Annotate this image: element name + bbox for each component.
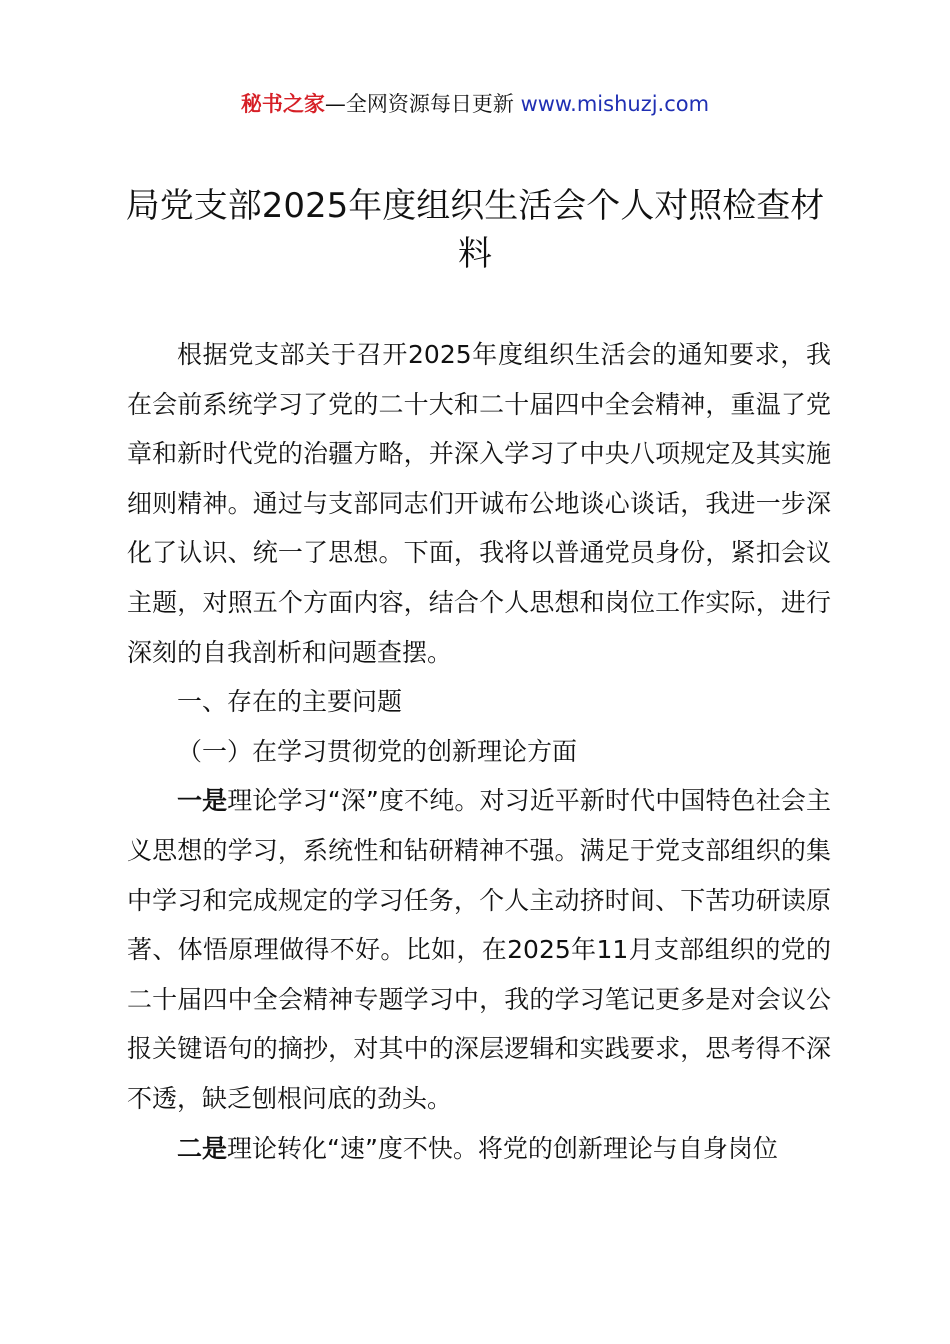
intro-text: 根据党支部关于召开2025年度组织生活会的通知要求，我在会前系统学习了党的二十大和二十届四中全会精神，重温了党章和新时代党的治疆方略，并深入学习了中央八项规定及其实施细则精神。通过与支部同志们开诚布公地谈心谈话，我进一步深化了认识、统一了思想。下面，我将以普通党员身份，紧扣会议主题，对照五个方面内容，结合个人思想和岗位工作实际，进行深刻的自我剖析和问题查摆。 xyxy=(127,340,831,667)
document-body xyxy=(127,330,831,1173)
point-one-paragraph xyxy=(127,776,831,1123)
point-two-paragraph xyxy=(127,1124,831,1174)
intro-paragraph xyxy=(127,330,831,677)
point-one-lead: 一是 xyxy=(177,786,228,816)
subsection-heading xyxy=(127,727,831,777)
site-tagline: —全网资源每日更新 xyxy=(324,92,514,116)
site-brand: 秘书之家 xyxy=(240,92,325,116)
point-one-text: 理论学习“深”度不纯。对习近平新时代中国特色社会主义思想的学习，系统性和钻研精神不强。满足于党支部组织的集中学习和完成规定的学习任务，个人主动挤时间、下苦功研读原著、体悟原理做得不好。比如，在2025年11月支部组织的党的二十届四中全会精神专题学习中，我的学习笔记更多是对会议公报关键语句的摘抄，对其中的深层逻辑和实践要求，思考得不深不透，缺乏刨根问底的劲头。 xyxy=(127,786,831,1113)
section-heading-text: 一、存在的主要问题 xyxy=(177,687,403,717)
point-two-text: 理论转化“速”度不快。将党的创新理论与自身岗位 xyxy=(227,1133,778,1163)
site-header xyxy=(0,86,950,122)
section-heading xyxy=(127,677,831,727)
document-title: 局党支部2025年度组织生活会个人对照检查材料 xyxy=(125,186,825,274)
point-two-lead: 二是 xyxy=(177,1133,228,1163)
subsection-heading-text: （一）在学习贯彻党的创新理论方面 xyxy=(177,736,578,766)
site-url-link[interactable]: www.mishuzj.com xyxy=(520,92,710,116)
